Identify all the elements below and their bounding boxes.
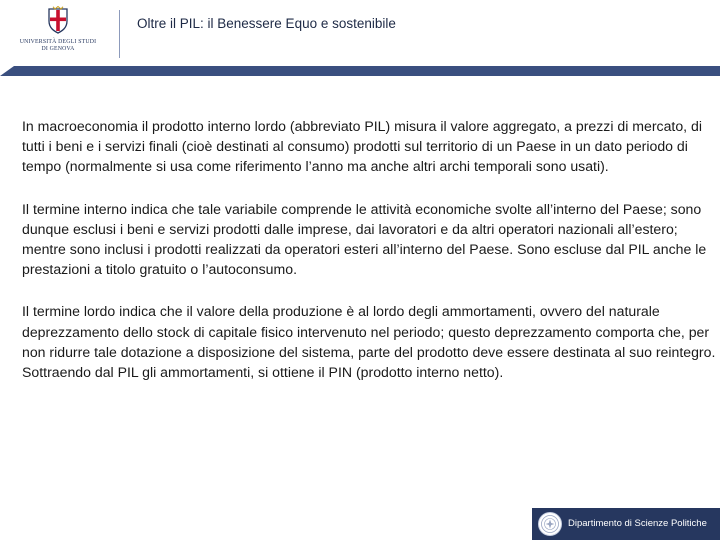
slide-title: Oltre il PIL: il Benessere Equo e sostenibile [137, 16, 396, 31]
footer-bar [532, 508, 720, 540]
university-name-line1: UNIVERSITÀ DEGLI STUDI [19, 39, 97, 45]
university-logo [8, 6, 108, 64]
header-band-notch [0, 66, 14, 76]
university-name-line2: DI GENOVA [41, 46, 75, 52]
body-paragraph-2: Il termine interno indica che tale variabile comprende le attività economiche svolte all’interno del Paese; sono dunque esclusi i beni e servizi prodotti dalle imprese, dai lavoratori e da altri operatori nazionali all’estero; mentre sono inclusi i prodotti realizzati da operatori esteri all’interno del Paese. Sono escluse dal PIL anche le prestazioni a titolo gratuito o l’autoconsumo. [22, 200, 707, 278]
department-name: Dipartimento di Scienze Politiche [568, 518, 707, 529]
body-paragraph-3: Il termine lordo indica che il valore della produzione è al lordo degli ammortamenti, ovvero del naturale deprezzamento dello stock di capitale fisico intervenuto nel periodo; questo deprezzamento comporta che, per non ridurre tale dotazione a disposizione del sistema, parte del prodotto deve essere destinata al suo reintegro. Sottraendo dal PIL gli ammortamenti, si ottiene il PIN (prodotto interno netto). [22, 303, 716, 381]
header-band [0, 66, 720, 76]
header-divider [119, 10, 120, 58]
university-crest-icon [47, 6, 69, 34]
department-seal-icon [538, 512, 562, 536]
slide-body [22, 116, 716, 404]
body-paragraph-1: In macroeconomia il prodotto interno lordo (abbreviato PIL) misura il valore aggregato, a prezzi di mercato, di tutti i beni e i servizi finali (cioè destinati al consumo) prodotti sul territorio di un Paese in un dato periodo di tempo (normalmente si usa come riferimento l’anno ma anche altri archi temporali sono usati). [22, 118, 702, 175]
slide-header [0, 0, 720, 70]
